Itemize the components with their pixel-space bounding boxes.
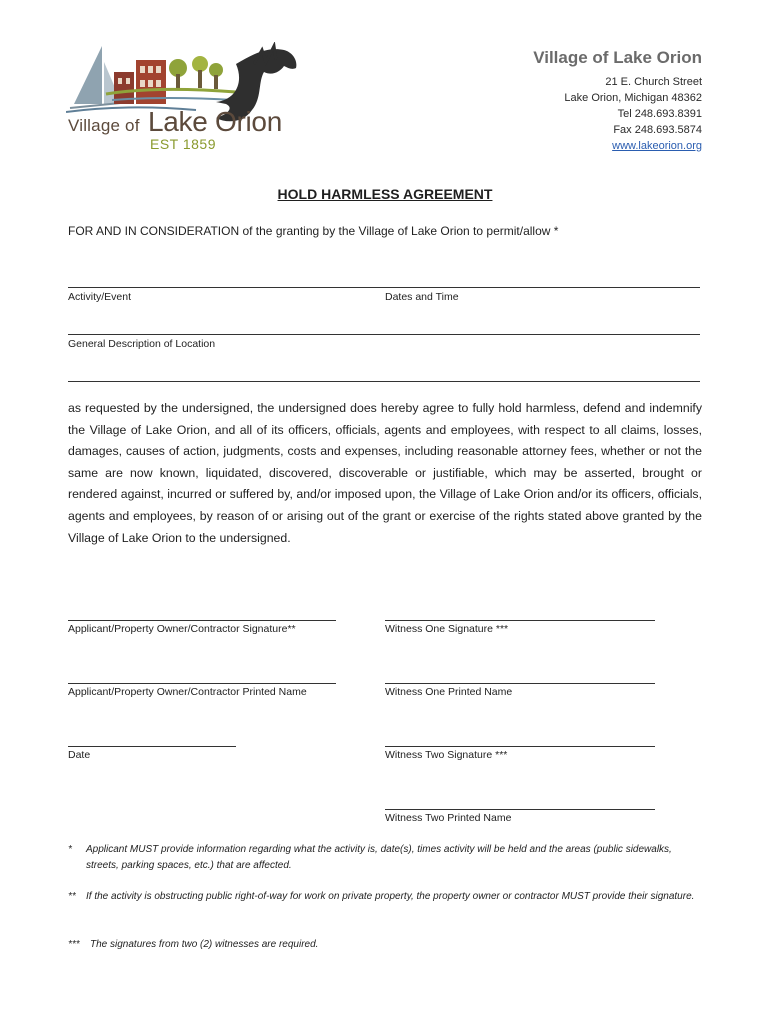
letterhead-contact (533, 48, 702, 154)
witness-one-printed-line[interactable] (385, 683, 655, 684)
logo-village-of: Village of (68, 116, 140, 135)
footnote-text: If the activity is obstructing public right-of-way for work on private property, the property owner or contractor MUST provide their signature. (86, 891, 695, 902)
fax: Fax 248.693.5874 (613, 124, 702, 136)
applicant-signature-label: Applicant/Property Owner/Contractor Signature** (68, 623, 296, 635)
witness-two-signature-label: Witness Two Signature *** (385, 749, 508, 761)
witness-one-signature-label: Witness One Signature *** (385, 623, 509, 635)
street-address: 21 E. Church Street (605, 76, 702, 88)
location-label: General Description of Location (68, 338, 216, 350)
dates-time-label: Dates and Time (385, 291, 459, 303)
footnote-marker: ** (68, 891, 76, 902)
location-field-line[interactable] (68, 334, 700, 335)
witness-two-printed-line[interactable] (385, 809, 655, 810)
footnote (68, 889, 702, 905)
page-title: HOLD HARMLESS AGREEMENT (277, 186, 493, 202)
city-address: Lake Orion, Michigan 48362 (564, 92, 702, 104)
website-link[interactable]: www.lakeorion.org (612, 140, 702, 152)
applicant-signature-line[interactable] (68, 620, 336, 621)
footnote-text: Applicant MUST provide information regarding what the activity is, date(s), times activity will be held and the areas (public sidewalks, streets, parking spaces, etc.) that are affected. (86, 844, 672, 871)
footnote-marker: * (68, 844, 72, 855)
witness-one-printed-label: Witness One Printed Name (385, 686, 513, 698)
agreement-paragraph: as requested by the undersigned, the undersigned does hereby agree to fully hold harmless, defend and indemnify the Village of Lake Orion, and all of its officers, officials, agents and employees, with respect to all claims, losses, damages, causes of action, judgments, costs and expenses, including reasonable attorney fees, whether or not the same are now known, liquidated, discovered, discoverable or justifiable, which may be asserted, brought or rendered against, incurred or suffered by, and/or imposed upon, the Village of Lake Orion and/or its officers, officials, agents and employees, by reason of or arising out of the grant or exercise of the rights stated above granted by the Village of Lake Orion to the undersigned. (68, 401, 702, 545)
date-line[interactable] (68, 746, 236, 747)
witness-two-printed-label: Witness Two Printed Name (385, 812, 512, 824)
footnote-marker: *** (68, 939, 80, 950)
activity-event-label: Activity/Event (68, 291, 132, 303)
date-label: Date (68, 749, 91, 761)
intro-line: FOR AND IN CONSIDERATION of the granting by the Village of Lake Orion to permit/allow * (68, 224, 559, 238)
telephone: Tel 248.693.8391 (617, 108, 702, 120)
org-name: Village of Lake Orion (533, 48, 702, 67)
applicant-printed-line[interactable] (68, 683, 336, 684)
location-continued-line[interactable] (68, 381, 700, 382)
applicant-printed-label: Applicant/Property Owner/Contractor Printed Name (68, 686, 307, 698)
footnote-text: The signatures from two (2) witnesses are required. (90, 939, 319, 950)
footnote (68, 842, 702, 874)
footnote (68, 937, 702, 953)
activity-dates-field-line[interactable] (68, 287, 700, 288)
witness-one-signature-line[interactable] (385, 620, 655, 621)
logo-est: EST 1859 (150, 136, 217, 152)
witness-two-signature-line[interactable] (385, 746, 655, 747)
logo-lake-orion: Lake Orion (148, 106, 282, 137)
